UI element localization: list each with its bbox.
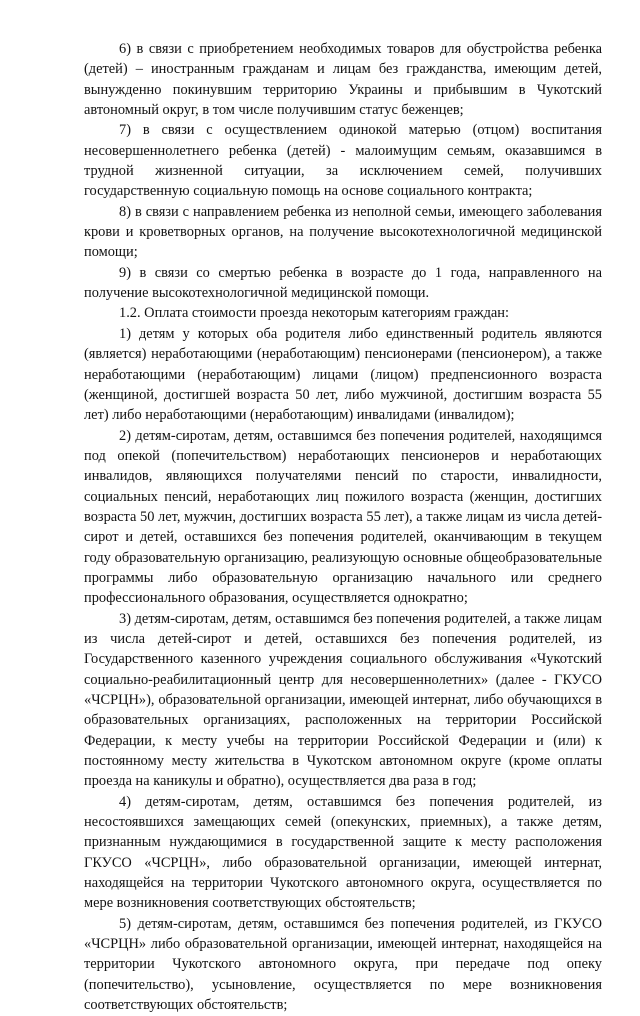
paragraph-item-7: 7) в связи с осуществлением одинокой матерью (отцом) воспитания несовершеннолетнего ребенка (детей) - малоимущим семьям, оказавшимся в трудной жизненной ситуации, за исключением семей, получивших государственную социальную помощь на основе социального контракта; bbox=[84, 122, 602, 200]
paragraph-item-9: 9) в связи со смертью ребенка в возрасте до 1 года, направленного на получение высокотехнологичной медицинской помощи. bbox=[84, 264, 602, 302]
paragraph-item-8: 8) в связи с направлением ребенка из неполной семьи, имеющего заболевания крови и кроветворных органов, на получение высокотехнологичной медицинской помощи; bbox=[84, 203, 602, 261]
paragraph-subitem-2: 2) детям-сиротам, детям, оставшимся без попечения родителей, находящимся под опекой (попечительством) неработающих пенсионеров и неработающих инвалидов, являющихся получателями пенсий по старости, инвалидности, социальных пенсий, неработающих лиц пожилого возраста (женщин, достигших возраста 50 лет, мужчин, достигших возраста 55 лет), а также лицам из числа детей-сирот и детей, оставшихся без попечения родителей, оканчивающим в текущем году образовательную организацию, реализующую основные общеобразовательные программы либо образовательную организацию начального или среднего профессионального образования, осуществляется однократно; bbox=[84, 427, 602, 607]
section-heading-1-2: 1.2. Оплата стоимости проезда некоторым категориям граждан: bbox=[119, 305, 509, 322]
paragraph-item-6: 6) в связи с приобретением необходимых товаров для обустройства ребенка (детей) – иностранным гражданам и лицам без гражданства, имеющим детей, вынужденно покинувшим территорию Украины и прибывшим в Чукотский автономный округ, в том числе получившим статус беженцев; bbox=[84, 41, 602, 119]
paragraph-subitem-3: 3) детям-сиротам, детям, оставшимся без попечения родителей, а также лицам из числа детей-сирот и детей, оставшихся без попечения родителей, из Государственного казенного учреждения социального обслуживания «Чукотский социально-реабилитационный центр для несовершеннолетних» (далее - ГКУСО «ЧСРЦН»), образовательной организации, имеющей интернат, либо обучающихся в образовательных организациях, расположенных на территории Российской Федерации, к месту учебы на территории Российской Федерации и (или) к постоянному месту жительства в Чукотском автономном округе (кроме оплаты проезда на каникулы и обратно), осуществляется два раза в год; bbox=[84, 610, 602, 790]
paragraph-subitem-5: 5) детям-сиротам, детям, оставшимся без попечения родителей, из ГКУСО «ЧСРЦН» либо образовательной организации, имеющей интернат, находящейся на территории Чукотского автономного округа, при передаче под опеку (попечительство), усыновление, осуществляется по мере возникновения соответствующих обстоятельств; bbox=[84, 915, 602, 1014]
paragraph-subitem-1: 1) детям у которых оба родителя либо единственный родитель являются (является) неработающими (неработающим) пенсионерами (пенсионером), а также неработающими (неработающим) лицами (лицом) предпенсионного возраста (женщиной, достигшей возраста 50 лет, либо мужчиной, достигшим возраста 55 лет) либо неработающими (неработающим) инвалидами (инвалидом); bbox=[84, 325, 602, 424]
paragraph-subitem-4: 4) детям-сиротам, детям, оставшимся без попечения родителей, из несостоявшихся замещающих семей (опекунских, приемных), а также детям, признанным нуждающимися в государственной защите к месту расположения ГКУСО «ЧСРЦН», либо образовательной организации, имеющей интернат, находящейся на территории Чукотского автономного округа, осуществляется по мере возникновения соответствующих обстоятельств; bbox=[84, 793, 602, 912]
